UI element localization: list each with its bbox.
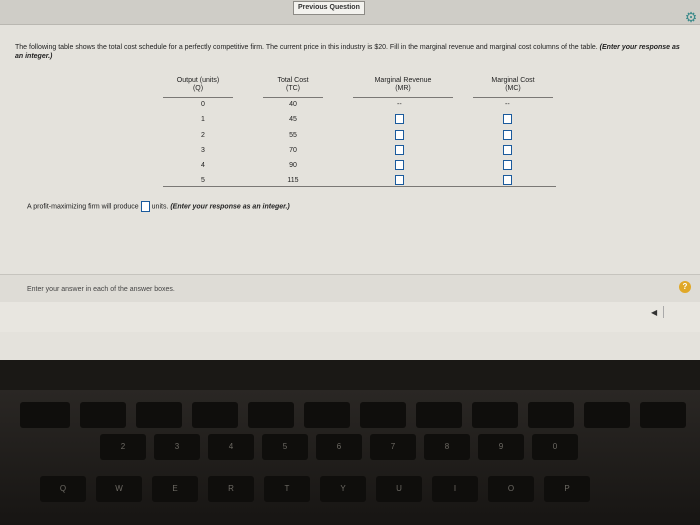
key	[80, 402, 126, 428]
q-cell: 4	[201, 162, 205, 169]
footer-bar	[0, 302, 700, 332]
header-tc-line2: (TC)	[286, 85, 300, 92]
key-u: U	[376, 476, 422, 502]
header-mc-line2: (MC)	[505, 85, 521, 92]
key-8: 8	[424, 434, 470, 460]
nav-divider	[663, 306, 664, 318]
laptop-bezel	[0, 360, 700, 390]
mc-input-1[interactable]	[503, 114, 512, 124]
mc-input-5[interactable]	[503, 175, 512, 185]
header-rule	[163, 97, 233, 98]
key	[248, 402, 294, 428]
key	[640, 402, 686, 428]
profit-question	[27, 201, 290, 212]
table-bottom-rule	[163, 186, 556, 187]
key-o: O	[488, 476, 534, 502]
header-marginal-revenue	[353, 77, 453, 93]
mr-input-1[interactable]	[395, 114, 404, 124]
question-body: The following table shows the total cost schedule for a perfectly competitive firm. The current price in this industry is $20. Fill in the marginal revenue and marginal cost columns of the table.	[15, 44, 598, 51]
tc-cell: 55	[289, 132, 297, 139]
key-y: Y	[320, 476, 366, 502]
key	[416, 402, 462, 428]
question-text	[15, 43, 685, 61]
mr-input-5[interactable]	[395, 175, 404, 185]
key-i: I	[432, 476, 478, 502]
tc-cell: 70	[289, 147, 297, 154]
header-output-line2: (Q)	[192, 85, 204, 92]
profit-output-input[interactable]	[141, 201, 150, 212]
key	[584, 402, 630, 428]
header-output-line1: Output (units)	[176, 77, 220, 84]
q-cell: 3	[201, 147, 205, 154]
gear-icon[interactable]: ⚙	[684, 9, 698, 25]
tc-cell: 115	[287, 177, 299, 184]
q-cell: 2	[201, 132, 205, 139]
key-e: E	[152, 476, 198, 502]
header-tc-line1: Total Cost	[277, 77, 309, 84]
mc-input-2[interactable]	[503, 130, 512, 140]
mc-dash: --	[505, 101, 510, 108]
question-instruction: (Enter your response as an integer.)	[15, 44, 680, 60]
mc-input-3[interactable]	[503, 145, 512, 155]
key	[528, 402, 574, 428]
profit-text-after: units.	[151, 203, 169, 211]
header-rule	[473, 97, 553, 98]
status-text: Enter your answer in each of the answer boxes.	[27, 286, 175, 293]
key-7: 7	[370, 434, 416, 460]
tc-cell: 40	[289, 101, 297, 108]
header-rule	[353, 97, 453, 98]
q-cell: 5	[201, 177, 205, 184]
help-icon[interactable]: ?	[679, 281, 691, 293]
key-3: 3	[154, 434, 200, 460]
key-4: 4	[208, 434, 254, 460]
key	[360, 402, 406, 428]
header-marginal-cost	[473, 77, 553, 93]
key-r: R	[208, 476, 254, 502]
keyboard	[0, 390, 700, 525]
key	[20, 402, 70, 428]
header-mc-line1: Marginal Cost	[491, 77, 535, 84]
previous-arrow-icon[interactable]: ◀	[651, 308, 658, 317]
key-0: 0	[532, 434, 578, 460]
mr-dash: --	[397, 101, 402, 108]
q-cell: 1	[201, 116, 205, 123]
mr-input-4[interactable]	[395, 160, 404, 170]
key-5: 5	[262, 434, 308, 460]
mr-input-3[interactable]	[395, 145, 404, 155]
key-q: Q	[40, 476, 86, 502]
header-mr-line1: Marginal Revenue	[374, 77, 432, 84]
cost-table	[163, 77, 556, 187]
header-total-cost	[263, 77, 323, 93]
mr-input-2[interactable]	[395, 130, 404, 140]
top-toolbar	[0, 0, 700, 25]
key	[136, 402, 182, 428]
key-2: 2	[100, 434, 146, 460]
profit-text-before: A profit-maximizing firm will produce	[27, 203, 139, 211]
q-cell: 0	[201, 101, 205, 108]
header-rule	[263, 97, 323, 98]
header-output	[163, 77, 233, 93]
key-9: 9	[478, 434, 524, 460]
key-w: W	[96, 476, 142, 502]
profit-instruction: (Enter your response as an integer.)	[170, 203, 290, 211]
key-p: P	[544, 476, 590, 502]
tc-cell: 90	[289, 162, 297, 169]
key	[192, 402, 238, 428]
key	[304, 402, 350, 428]
header-mr-line2: (MR)	[395, 85, 411, 92]
previous-question-button[interactable]: Previous Question	[293, 1, 365, 15]
key	[472, 402, 518, 428]
key-t: T	[264, 476, 310, 502]
mc-input-4[interactable]	[503, 160, 512, 170]
tc-cell: 45	[289, 116, 297, 123]
key-6: 6	[316, 434, 362, 460]
